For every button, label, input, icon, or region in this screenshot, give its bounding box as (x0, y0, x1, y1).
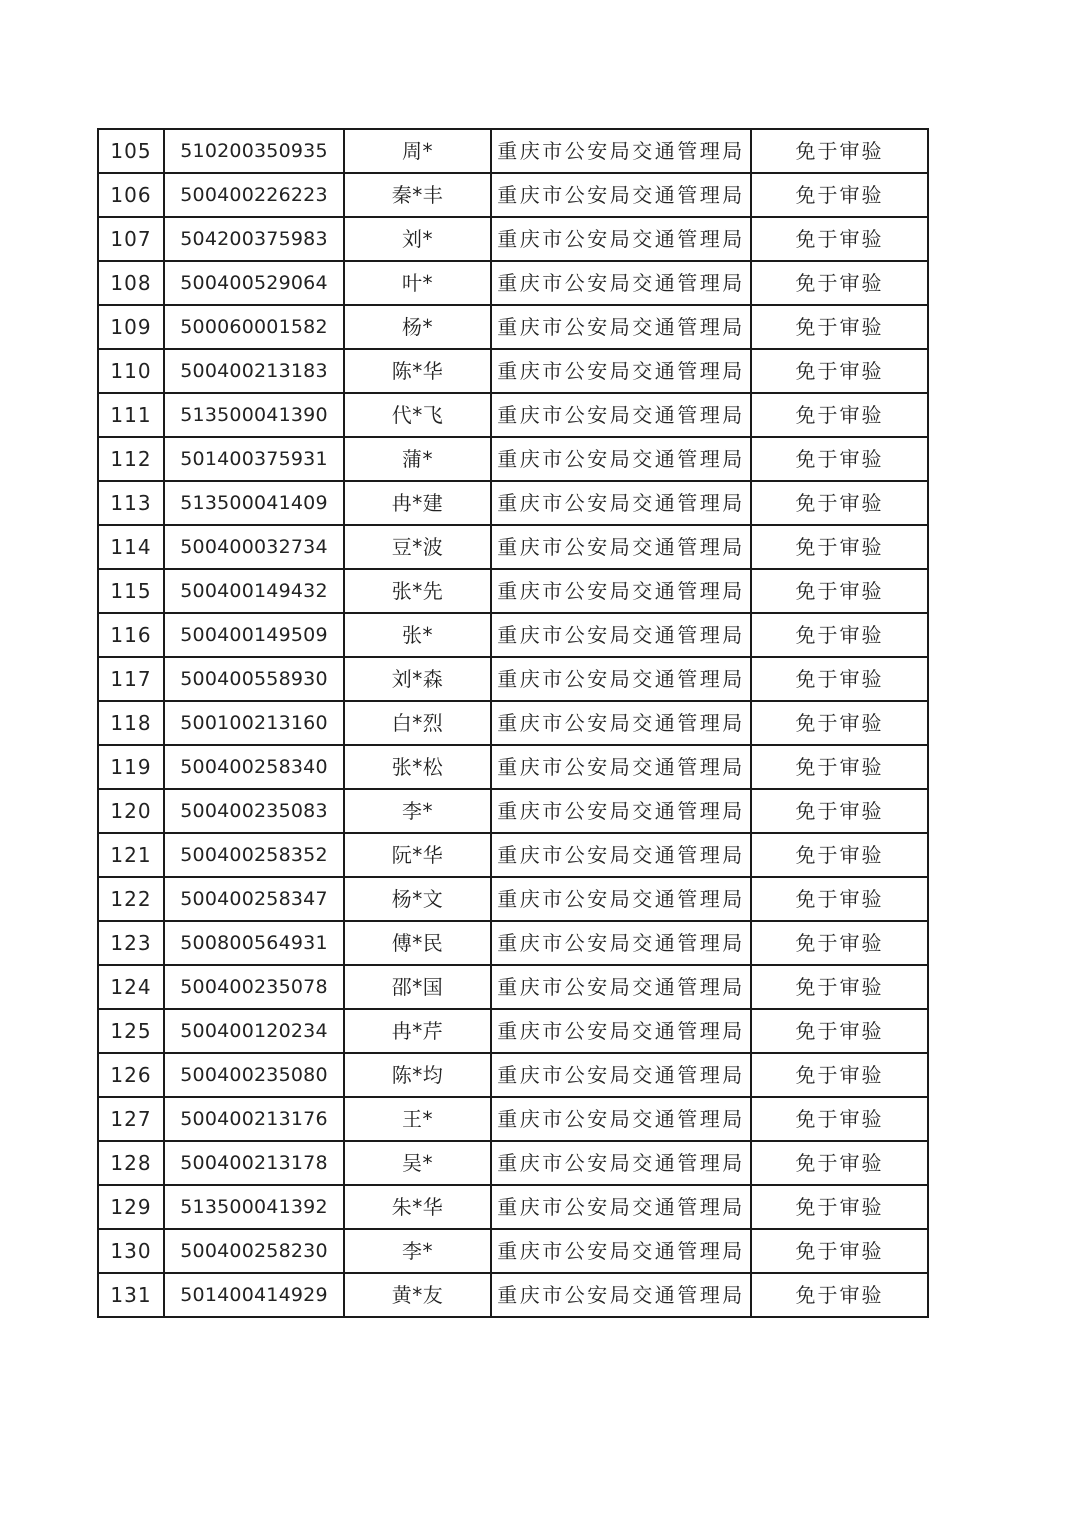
table-row (98, 1009, 928, 1053)
issuing-office-cell: 重庆市公安局交通管理局 (491, 481, 751, 525)
status-cell: 免于审验 (751, 877, 928, 921)
table-row (98, 745, 928, 789)
person-name-cell: 李* (344, 1229, 491, 1273)
status-cell: 免于审验 (751, 789, 928, 833)
row-number-cell: 108 (98, 261, 164, 305)
id-number-cell: 500400235078 (164, 965, 344, 1009)
person-name-cell: 秦*丰 (344, 173, 491, 217)
person-name-cell: 周* (344, 129, 491, 173)
table-row (98, 481, 928, 525)
person-name-cell: 黄*友 (344, 1273, 491, 1317)
id-number-cell: 500400149432 (164, 569, 344, 613)
person-name-cell: 杨*文 (344, 877, 491, 921)
status-cell: 免于审验 (751, 261, 928, 305)
row-number-cell: 114 (98, 525, 164, 569)
row-number-cell: 106 (98, 173, 164, 217)
status-cell: 免于审验 (751, 525, 928, 569)
person-name-cell: 豆*波 (344, 525, 491, 569)
record-table-body (98, 129, 928, 1317)
table-row (98, 261, 928, 305)
row-number-cell: 115 (98, 569, 164, 613)
person-name-cell: 代*飞 (344, 393, 491, 437)
row-number-cell: 116 (98, 613, 164, 657)
status-cell: 免于审验 (751, 1053, 928, 1097)
table-row (98, 1273, 928, 1317)
row-number-cell: 107 (98, 217, 164, 261)
row-number-cell: 123 (98, 921, 164, 965)
status-cell: 免于审验 (751, 173, 928, 217)
table-row (98, 305, 928, 349)
status-cell: 免于审验 (751, 1185, 928, 1229)
row-number-cell: 124 (98, 965, 164, 1009)
issuing-office-cell: 重庆市公安局交通管理局 (491, 613, 751, 657)
id-number-cell: 500400120234 (164, 1009, 344, 1053)
person-name-cell: 李* (344, 789, 491, 833)
person-name-cell: 杨* (344, 305, 491, 349)
id-number-cell: 500400529064 (164, 261, 344, 305)
status-cell: 免于审验 (751, 657, 928, 701)
table-row (98, 1229, 928, 1273)
status-cell: 免于审验 (751, 217, 928, 261)
person-name-cell: 邵*国 (344, 965, 491, 1009)
table-row (98, 965, 928, 1009)
person-name-cell: 傅*民 (344, 921, 491, 965)
status-cell: 免于审验 (751, 1097, 928, 1141)
person-name-cell: 吴* (344, 1141, 491, 1185)
row-number-cell: 128 (98, 1141, 164, 1185)
id-number-cell: 500400149509 (164, 613, 344, 657)
status-cell: 免于审验 (751, 1009, 928, 1053)
person-name-cell: 叶* (344, 261, 491, 305)
status-cell: 免于审验 (751, 569, 928, 613)
issuing-office-cell: 重庆市公安局交通管理局 (491, 745, 751, 789)
id-number-cell: 504200375983 (164, 217, 344, 261)
table-row (98, 1141, 928, 1185)
table-row (98, 613, 928, 657)
issuing-office-cell: 重庆市公安局交通管理局 (491, 305, 751, 349)
status-cell: 免于审验 (751, 613, 928, 657)
table-row (98, 833, 928, 877)
person-name-cell: 冉*建 (344, 481, 491, 525)
id-number-cell: 500400258352 (164, 833, 344, 877)
row-number-cell: 127 (98, 1097, 164, 1141)
person-name-cell: 张* (344, 613, 491, 657)
id-number-cell: 500400213176 (164, 1097, 344, 1141)
id-number-cell: 500400558930 (164, 657, 344, 701)
issuing-office-cell: 重庆市公安局交通管理局 (491, 525, 751, 569)
row-number-cell: 122 (98, 877, 164, 921)
id-number-cell: 500800564931 (164, 921, 344, 965)
issuing-office-cell: 重庆市公安局交通管理局 (491, 217, 751, 261)
row-number-cell: 113 (98, 481, 164, 525)
table-row (98, 129, 928, 173)
table-row (98, 569, 928, 613)
row-number-cell: 130 (98, 1229, 164, 1273)
issuing-office-cell: 重庆市公安局交通管理局 (491, 1097, 751, 1141)
person-name-cell: 刘*森 (344, 657, 491, 701)
id-number-cell: 500100213160 (164, 701, 344, 745)
table-row (98, 437, 928, 481)
issuing-office-cell: 重庆市公安局交通管理局 (491, 921, 751, 965)
id-number-cell: 500400258340 (164, 745, 344, 789)
id-number-cell: 500400258347 (164, 877, 344, 921)
id-number-cell: 500400226223 (164, 173, 344, 217)
issuing-office-cell: 重庆市公安局交通管理局 (491, 569, 751, 613)
issuing-office-cell: 重庆市公安局交通管理局 (491, 701, 751, 745)
id-number-cell: 513500041409 (164, 481, 344, 525)
row-number-cell: 110 (98, 349, 164, 393)
issuing-office-cell: 重庆市公安局交通管理局 (491, 173, 751, 217)
id-number-cell: 500400213178 (164, 1141, 344, 1185)
person-name-cell: 陈*华 (344, 349, 491, 393)
status-cell: 免于审验 (751, 833, 928, 877)
issuing-office-cell: 重庆市公安局交通管理局 (491, 261, 751, 305)
id-number-cell: 500400213183 (164, 349, 344, 393)
status-cell: 免于审验 (751, 1141, 928, 1185)
person-name-cell: 蒲* (344, 437, 491, 481)
status-cell: 免于审验 (751, 1229, 928, 1273)
record-table (97, 128, 929, 1318)
status-cell: 免于审验 (751, 437, 928, 481)
issuing-office-cell: 重庆市公安局交通管理局 (491, 1141, 751, 1185)
issuing-office-cell: 重庆市公安局交通管理局 (491, 833, 751, 877)
row-number-cell: 105 (98, 129, 164, 173)
issuing-office-cell: 重庆市公安局交通管理局 (491, 349, 751, 393)
person-name-cell: 刘* (344, 217, 491, 261)
table-row (98, 789, 928, 833)
status-cell: 免于审验 (751, 965, 928, 1009)
person-name-cell: 张*先 (344, 569, 491, 613)
row-number-cell: 126 (98, 1053, 164, 1097)
person-name-cell: 阮*华 (344, 833, 491, 877)
issuing-office-cell: 重庆市公安局交通管理局 (491, 437, 751, 481)
issuing-office-cell: 重庆市公安局交通管理局 (491, 877, 751, 921)
issuing-office-cell: 重庆市公安局交通管理局 (491, 657, 751, 701)
issuing-office-cell: 重庆市公安局交通管理局 (491, 1229, 751, 1273)
row-number-cell: 109 (98, 305, 164, 349)
status-cell: 免于审验 (751, 481, 928, 525)
issuing-office-cell: 重庆市公安局交通管理局 (491, 129, 751, 173)
row-number-cell: 112 (98, 437, 164, 481)
id-number-cell: 513500041390 (164, 393, 344, 437)
person-name-cell: 王* (344, 1097, 491, 1141)
table-row (98, 393, 928, 437)
id-number-cell: 501400375931 (164, 437, 344, 481)
table-row (98, 701, 928, 745)
table-row (98, 877, 928, 921)
status-cell: 免于审验 (751, 129, 928, 173)
issuing-office-cell: 重庆市公安局交通管理局 (491, 965, 751, 1009)
status-cell: 免于审验 (751, 701, 928, 745)
row-number-cell: 119 (98, 745, 164, 789)
table-row (98, 217, 928, 261)
issuing-office-cell: 重庆市公安局交通管理局 (491, 789, 751, 833)
table-row (98, 1185, 928, 1229)
id-number-cell: 500400235083 (164, 789, 344, 833)
issuing-office-cell: 重庆市公安局交通管理局 (491, 1185, 751, 1229)
table-row (98, 173, 928, 217)
table-row (98, 1097, 928, 1141)
issuing-office-cell: 重庆市公安局交通管理局 (491, 1009, 751, 1053)
person-name-cell: 张*松 (344, 745, 491, 789)
table-row (98, 349, 928, 393)
person-name-cell: 冉*芹 (344, 1009, 491, 1053)
row-number-cell: 125 (98, 1009, 164, 1053)
table-row (98, 657, 928, 701)
table-row (98, 921, 928, 965)
person-name-cell: 朱*华 (344, 1185, 491, 1229)
row-number-cell: 129 (98, 1185, 164, 1229)
row-number-cell: 120 (98, 789, 164, 833)
row-number-cell: 118 (98, 701, 164, 745)
row-number-cell: 131 (98, 1273, 164, 1317)
id-number-cell: 501400414929 (164, 1273, 344, 1317)
person-name-cell: 白*烈 (344, 701, 491, 745)
status-cell: 免于审验 (751, 349, 928, 393)
issuing-office-cell: 重庆市公安局交通管理局 (491, 393, 751, 437)
row-number-cell: 121 (98, 833, 164, 877)
status-cell: 免于审验 (751, 745, 928, 789)
status-cell: 免于审验 (751, 1273, 928, 1317)
id-number-cell: 510200350935 (164, 129, 344, 173)
row-number-cell: 111 (98, 393, 164, 437)
status-cell: 免于审验 (751, 393, 928, 437)
id-number-cell: 500400235080 (164, 1053, 344, 1097)
row-number-cell: 117 (98, 657, 164, 701)
status-cell: 免于审验 (751, 921, 928, 965)
status-cell: 免于审验 (751, 305, 928, 349)
table-row (98, 525, 928, 569)
person-name-cell: 陈*均 (344, 1053, 491, 1097)
issuing-office-cell: 重庆市公安局交通管理局 (491, 1053, 751, 1097)
table-row (98, 1053, 928, 1097)
id-number-cell: 513500041392 (164, 1185, 344, 1229)
id-number-cell: 500060001582 (164, 305, 344, 349)
issuing-office-cell: 重庆市公安局交通管理局 (491, 1273, 751, 1317)
id-number-cell: 500400032734 (164, 525, 344, 569)
id-number-cell: 500400258230 (164, 1229, 344, 1273)
